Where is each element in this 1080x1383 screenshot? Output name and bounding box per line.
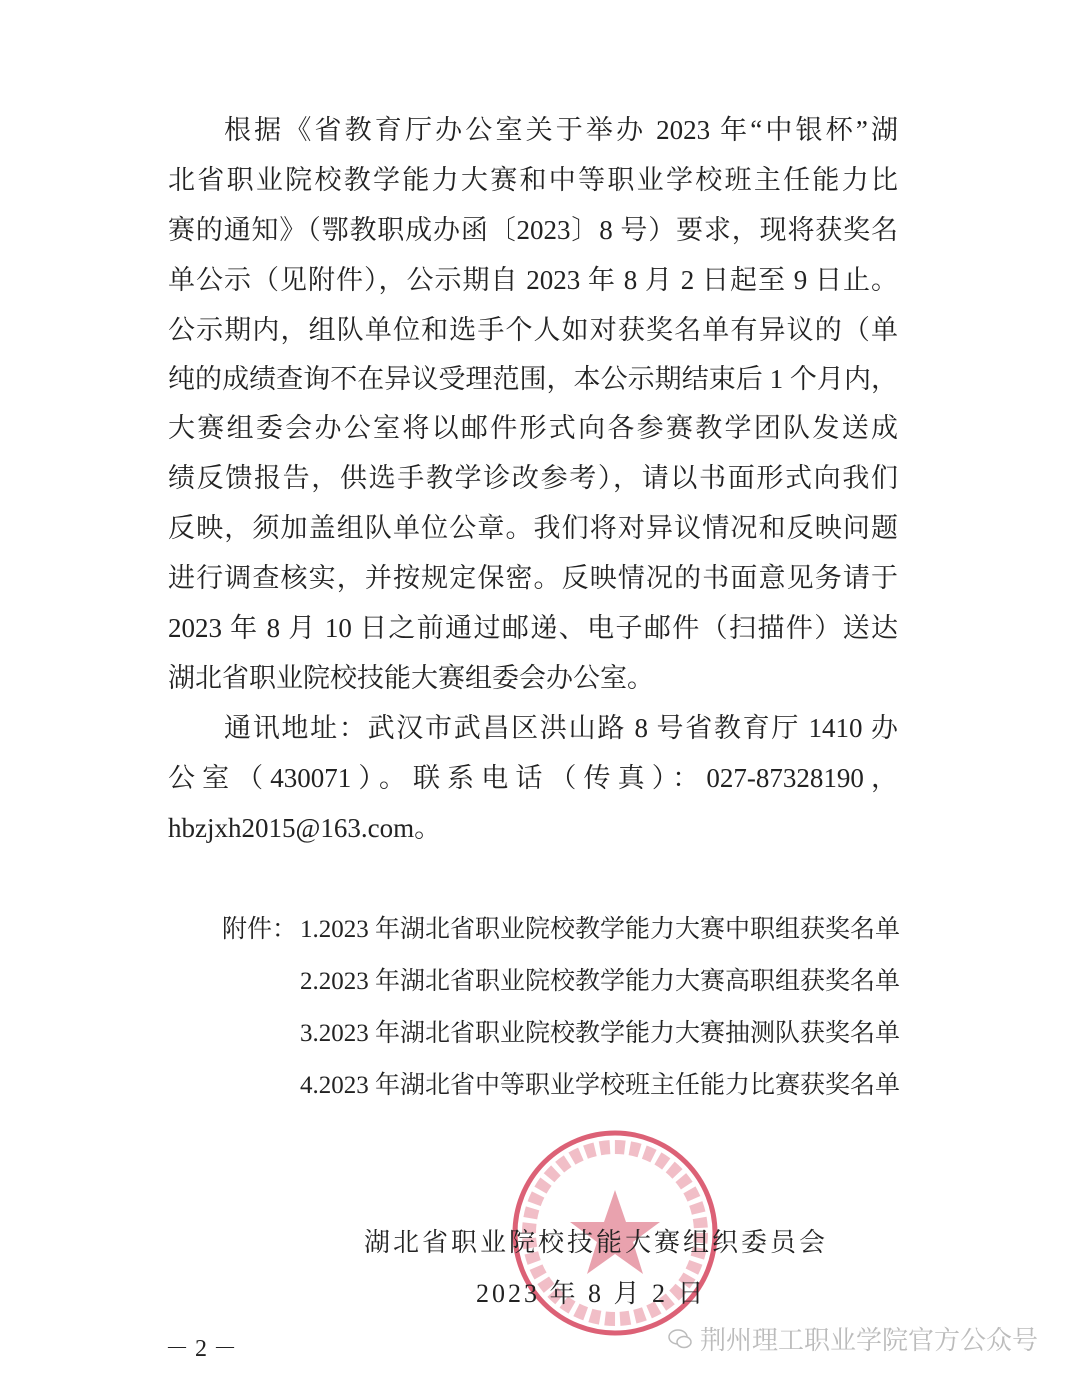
page-number: － 2 － (165, 1336, 237, 1362)
paragraph-line: 湖北省职业院校技能大赛组委会办公室。 (168, 663, 654, 693)
paragraph-line: 单公示（见附件），公示期自 2023 年 8 月 2 日起至 9 日止。 (168, 265, 898, 295)
paragraph-line: 公示期内，组队单位和选手个人如对获奖名单有异议的（单 (168, 315, 898, 345)
paragraph-line: 赛的通知》（鄂教职成办函〔2023〕8 号）要求，现将获奖名 (168, 215, 898, 245)
signature-date: 2023 年 8 月 2 日 (476, 1279, 707, 1308)
paragraph-line: 反映，须加盖组队单位公章。我们将对异议情况和反映问题 (168, 513, 898, 543)
watermark (668, 1320, 1038, 1357)
attachment-item: 1.2023 年湖北省职业院校教学能力大赛中职组获奖名单 (300, 916, 901, 943)
paragraph-line: 2023 年 8 月 10 日之前通过邮递、电子邮件（扫描件）送达 (168, 613, 898, 643)
paragraph-line: 纯的成绩查询不在异议受理范围，本公示期结束后 1 个月内， (168, 364, 898, 394)
paragraph-line: 北省职业院校教学能力大赛和中等职业学校班主任能力比 (168, 165, 898, 195)
attachment-item: 4.2023 年湖北省中等职业学校班主任能力比赛获奖名单 (300, 1072, 901, 1099)
attachment-item: 2.2023 年湖北省职业院校教学能力大赛高职组获奖名单 (300, 968, 901, 995)
attachments-label: 附件： (222, 916, 298, 943)
paragraph-line: 绩反馈报告，供选手教学诊改参考），请以书面形式向我们 (168, 463, 898, 493)
signature-organization: 湖北省职业院校技能大赛组织委员会 (364, 1228, 829, 1257)
watermark-text: 荆州理工职业学院官方公众号 (700, 1326, 1039, 1356)
address-line: 通讯地址：武汉市武昌区洪山路 8 号省教育厅 1410 办 (224, 713, 898, 743)
paragraph-line: 大赛组委会办公室将以邮件形式向各参赛教学团队发送成 (168, 413, 898, 443)
email-line: hbzjxh2015@163.com。 (168, 813, 442, 843)
paragraph-line: 根据《省教育厅办公室关于举办 2023 年“中银杯”湖 (224, 115, 898, 145)
address-line: 公室（430071）。联系电话（传真）：027-87328190， (168, 763, 898, 793)
wechat-icon (668, 1328, 692, 1350)
attachment-item: 3.2023 年湖北省职业院校教学能力大赛抽测队获奖名单 (300, 1020, 901, 1047)
paragraph-line: 进行调查核实，并按规定保密。反映情况的书面意见务请于 (168, 563, 898, 593)
